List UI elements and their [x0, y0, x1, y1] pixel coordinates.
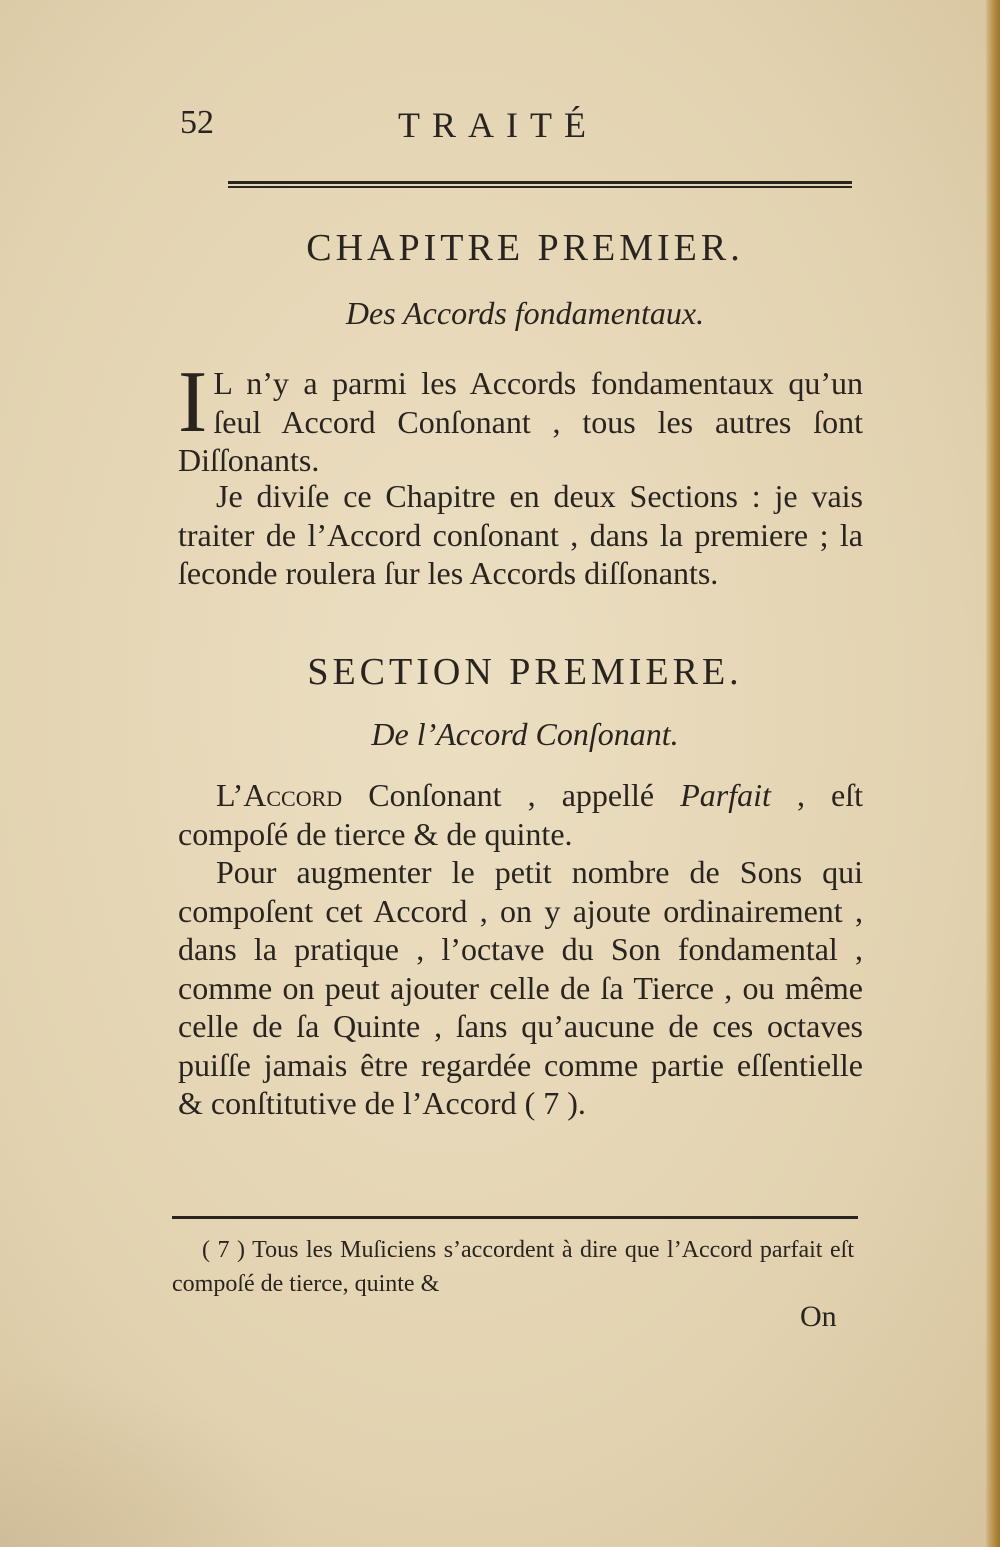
chapter-subtitle: Des Accords fondamentaux.: [345, 295, 705, 331]
page-header: [180, 104, 860, 156]
paragraph-1: [178, 354, 863, 480]
paragraph-3-text-b: , eſt compoſé de tierce & de quinte.: [178, 777, 864, 852]
paper-stain: [0, 1367, 300, 1547]
paragraph-3-italic: Parfait: [680, 777, 771, 813]
paragraph-1-text: L n’y a parmi les Accords fondamentaux qu’un ſeul Accord Conſonant , tous les autres ſont Diſſonants.: [178, 365, 863, 478]
paragraph-4: Pour augmenter le petit nombre de Sons qui compoſent cet Accord , on y ajoute ordinairement , dans la pratique , l’octave du Son fondamental , comme on peut ajouter celle de ſa Tierce , ou même celle de ſa Quinte , ſans qu’aucune de ces octaves puiſſe jamais être regardée comme partie eſſentielle & conſtitutive de l’Accord ( 7 ).: [178, 854, 863, 1121]
paragraph-3-text-a: Conſonant , appellé: [342, 777, 681, 813]
paragraph-2: Je diviſe ce Chapitre en deux Sections : je vais traiter de l’Accord conſonant , dans la premiere ; la ſeconde roulera ſur les Accords diſſonants.: [178, 478, 863, 591]
header-rule: [228, 181, 852, 188]
chapter-title: CHAPITRE PREMIER.: [306, 227, 744, 269]
drop-cap: I: [178, 354, 208, 451]
running-title: TRAITÉ: [398, 105, 598, 145]
footnote-rule: [172, 1216, 858, 1219]
section-title: SECTION PREMIERE.: [307, 651, 743, 693]
section-subtitle: De l’Accord Conſonant.: [371, 716, 679, 752]
page-edge-shadow: [986, 0, 1000, 1547]
paragraph-3: [178, 776, 863, 853]
paragraph-3-lead: L’Accord: [216, 777, 343, 813]
footnote: ( 7 ) Tous les Muſiciens s’accordent à dire que l’Accord parfait eſt compoſé de tierce, quinte &: [172, 1237, 854, 1297]
page-number: 52: [180, 104, 214, 141]
catchword: On: [800, 1300, 837, 1333]
